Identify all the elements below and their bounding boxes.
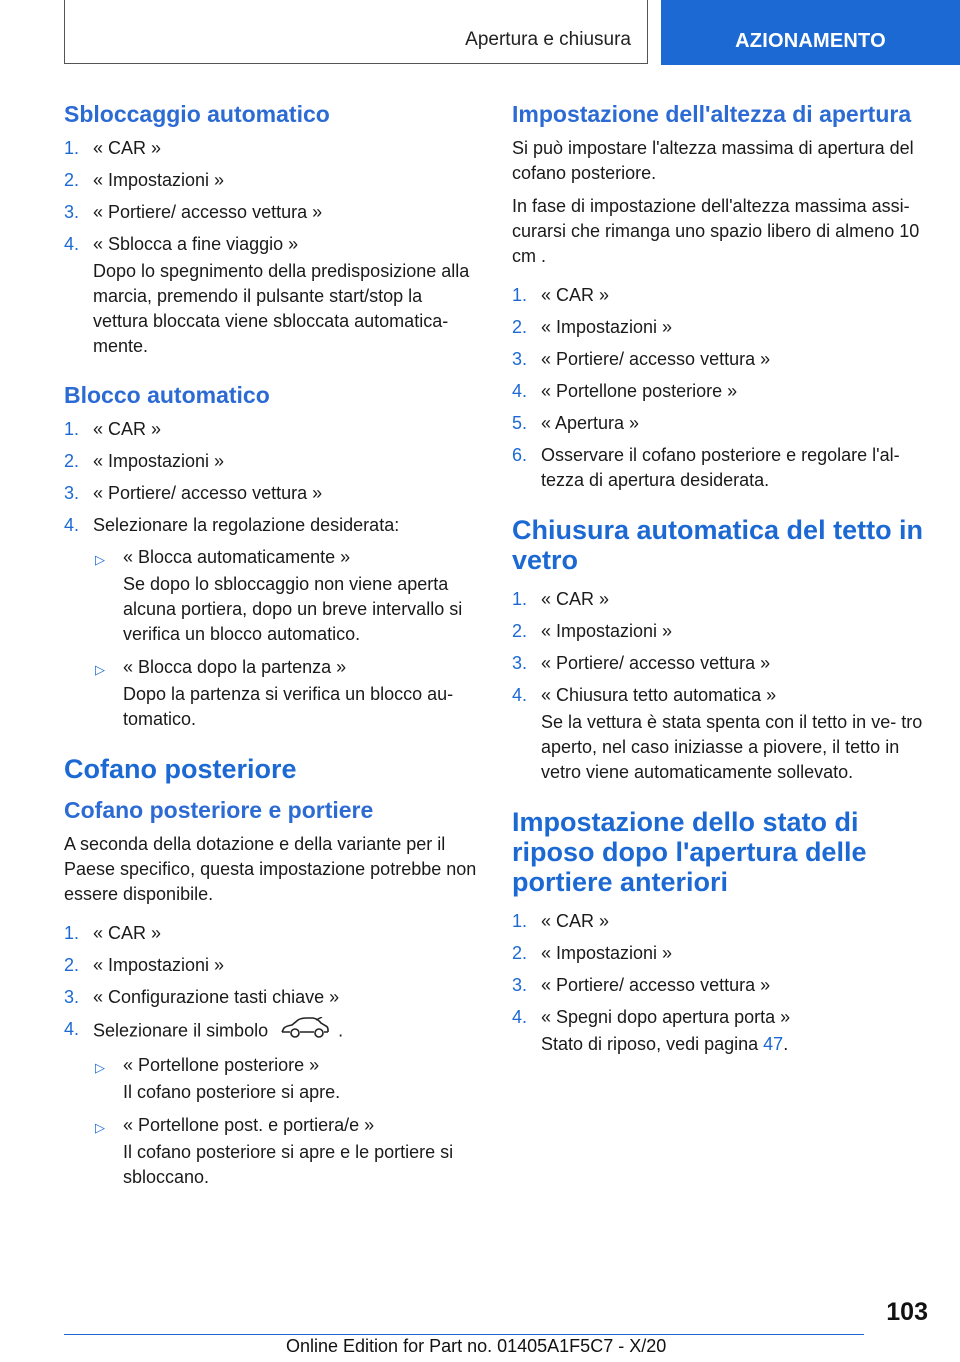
cofano-intro: A seconda della dotazione e della variante per il Paese specifico, questa impostazione potrebbe non essere disponibile.: [64, 834, 477, 904]
steps-sbloccaggio: [64, 136, 482, 359]
section-header-box: [64, 0, 648, 64]
list-item: [512, 315, 930, 340]
left-column: [64, 100, 482, 1212]
step-number: 2.: [512, 621, 528, 641]
heading-altezza: Impostazione dell'altezza di apertura: [512, 101, 912, 127]
option-item: [93, 545, 482, 647]
note-text: Stato di riposo, vedi pagina: [541, 1034, 764, 1054]
step-text: « CAR »: [93, 138, 162, 158]
step-number: 1.: [64, 923, 80, 943]
option-label: « Blocca dopo la partenza »: [123, 657, 347, 677]
option-desc: Se dopo lo sbloccaggio non viene aperta alcuna portiera, dopo un breve intervallo si verifica un blocco automatico.: [123, 574, 463, 644]
step-number: 6.: [512, 445, 528, 465]
page-link[interactable]: 47: [763, 1034, 784, 1054]
page-number: 103: [886, 1298, 928, 1326]
step-number: 3.: [512, 975, 528, 995]
step-text: Osservare il cofano posteriore e regolare l'al‐ tezza di apertura desiderata.: [541, 445, 900, 490]
note-suffix: .: [783, 1034, 789, 1054]
option-desc: Il cofano posteriore si apre.: [123, 1082, 341, 1102]
steps-tetto: [512, 587, 930, 785]
list-item: [64, 232, 482, 359]
step-note: [541, 1032, 930, 1057]
option-item: [93, 1113, 482, 1190]
step-text: « Impostazioni »: [541, 621, 673, 641]
triangle-bullet-icon: ▷: [95, 662, 105, 677]
subheading-cofano-portiere: Cofano posteriore e portiere: [64, 797, 374, 823]
step-text: « CAR »: [541, 589, 610, 609]
list-item: [512, 619, 930, 644]
list-item: [64, 449, 482, 474]
step-text: « CAR »: [541, 911, 610, 931]
step-number: 4.: [512, 1007, 528, 1027]
step-number: 4.: [64, 515, 80, 535]
list-item: [512, 1005, 930, 1057]
step-number: 4.: [64, 1019, 80, 1039]
step-number: 1.: [512, 911, 528, 931]
option-desc: Il cofano posteriore si apre e le portiere si sbloccano.: [123, 1142, 454, 1187]
step-text: « Portellone posteriore »: [541, 381, 738, 401]
step-text: « Impostazioni »: [541, 317, 673, 337]
steps-cofano: [64, 921, 482, 1190]
footer-divider: [64, 1334, 864, 1335]
heading-tetto: Chiusura automatica del tetto in vetro: [512, 515, 924, 575]
list-item: [512, 651, 930, 676]
car-rear-icon: [280, 1017, 330, 1046]
step-suffix: .: [338, 1020, 344, 1041]
triangle-bullet-icon: ▷: [95, 1120, 105, 1135]
step-number: 1.: [512, 285, 528, 305]
list-item: [64, 513, 482, 732]
list-item: [512, 411, 930, 436]
step-number: 4.: [512, 685, 528, 705]
step-number: 3.: [64, 987, 80, 1007]
list-item: [64, 136, 482, 161]
step-number: 3.: [64, 202, 80, 222]
option-item: [93, 1053, 482, 1105]
list-item: [512, 347, 930, 372]
step-number: 2.: [64, 955, 80, 975]
triangle-bullet-icon: ▷: [95, 552, 105, 567]
option-label: « Portellone post. e portiera/e »: [123, 1115, 375, 1135]
option-label: « Blocca automaticamente »: [123, 547, 351, 567]
list-item: [64, 168, 482, 193]
step-number: 4.: [512, 381, 528, 401]
step-number: 2.: [512, 317, 528, 337]
list-item: [512, 973, 930, 998]
option-label: « Portellone posteriore »: [123, 1055, 320, 1075]
list-item: [512, 683, 930, 785]
step-number: 2.: [64, 170, 80, 190]
step-text: « Configurazione tasti chiave »: [93, 987, 340, 1007]
altezza-p1: Si può impostare l'altezza massima di apertura del cofano posteriore.: [512, 138, 914, 183]
steps-altezza: [512, 283, 930, 493]
step-text: « Apertura »: [541, 413, 640, 433]
step-text: « Impostazioni »: [541, 943, 673, 963]
step-text: « Portiere/ accesso vettura »: [541, 349, 771, 369]
step-text: « Sblocca a fine viaggio »: [93, 234, 299, 254]
heading-riposo: Impostazione dello stato di riposo dopo l'apertura delle portiere anteriori: [512, 807, 867, 897]
list-item: [512, 443, 930, 493]
options-blocco: [93, 545, 482, 732]
step-note: Se la vettura è stata spenta con il tetto in ve‐ tro aperto, nel caso iniziasse a piovere, il tetto in vetro viene automaticamente sollevato.: [541, 712, 923, 782]
step-number: 3.: [64, 483, 80, 503]
step-text: « CAR »: [93, 923, 162, 943]
list-item: [512, 941, 930, 966]
step-number: 3.: [512, 653, 528, 673]
step-number: 1.: [512, 589, 528, 609]
right-column: [512, 100, 930, 1079]
list-item: [64, 1017, 482, 1190]
list-item: [64, 953, 482, 978]
step-text: « Portiere/ accesso vettura »: [93, 483, 323, 503]
heading-sbloccaggio: Sbloccaggio automatico: [64, 101, 330, 127]
heading-cofano: Cofano posteriore: [64, 754, 297, 784]
list-item: [64, 417, 482, 442]
step-text: « Portiere/ accesso vettura »: [93, 202, 323, 222]
step-number: 2.: [512, 943, 528, 963]
list-item: [64, 481, 482, 506]
list-item: [512, 283, 930, 308]
step-text: « Impostazioni »: [93, 170, 225, 190]
step-text: « CAR »: [541, 285, 610, 305]
step-text: « Spegni dopo apertura porta »: [541, 1007, 791, 1027]
steps-blocco: [64, 417, 482, 732]
step-text: « Chiusura tetto automatica »: [541, 685, 777, 705]
list-item: [512, 379, 930, 404]
steps-riposo: [512, 909, 930, 1057]
step-number: 4.: [64, 234, 80, 254]
options-cofano: [93, 1053, 482, 1190]
list-item: [64, 921, 482, 946]
step-number: 2.: [64, 451, 80, 471]
step-text: « Impostazioni »: [93, 451, 225, 471]
step-text: « CAR »: [93, 419, 162, 439]
list-item: [512, 587, 930, 612]
list-item: [64, 200, 482, 225]
step-number: 1.: [64, 138, 80, 158]
option-item: [93, 655, 482, 732]
altezza-p2: In fase di impostazione dell'altezza massima assi‐ curarsi che rimanga uno spazio libero di almeno 10 cm .: [512, 196, 920, 266]
step-text: « Impostazioni »: [93, 955, 225, 975]
list-item: [64, 985, 482, 1010]
option-desc: Dopo la partenza si verifica un blocco au‐ tomatico.: [123, 684, 454, 729]
page-header: [64, 0, 896, 66]
step-number: 1.: [64, 419, 80, 439]
heading-blocco: Blocco automatico: [64, 382, 270, 408]
step-text: Selezionare il simbolo: [93, 1020, 269, 1041]
footer-edition: Online Edition for Part no. 01405A1F5C7 - X/20: [286, 1336, 667, 1356]
step-number: 3.: [512, 349, 528, 369]
section-title: Apertura e chiusura: [465, 29, 631, 50]
triangle-bullet-icon: ▷: [95, 1060, 105, 1075]
list-item: [512, 909, 930, 934]
step-note: Dopo lo spegnimento della predisposizione alla marcia, premendo il pulsante start/stop la vettura bloccata viene sbloccata automatica‐ mente.: [93, 261, 470, 356]
step-text: « Portiere/ accesso vettura »: [541, 653, 771, 673]
step-text: Selezionare la regolazione desiderata:: [93, 515, 400, 535]
step-text: « Portiere/ accesso vettura »: [541, 975, 771, 995]
chapter-tab[interactable]: AZIONAMENTO: [661, 0, 960, 65]
step-number: 5.: [512, 413, 528, 433]
